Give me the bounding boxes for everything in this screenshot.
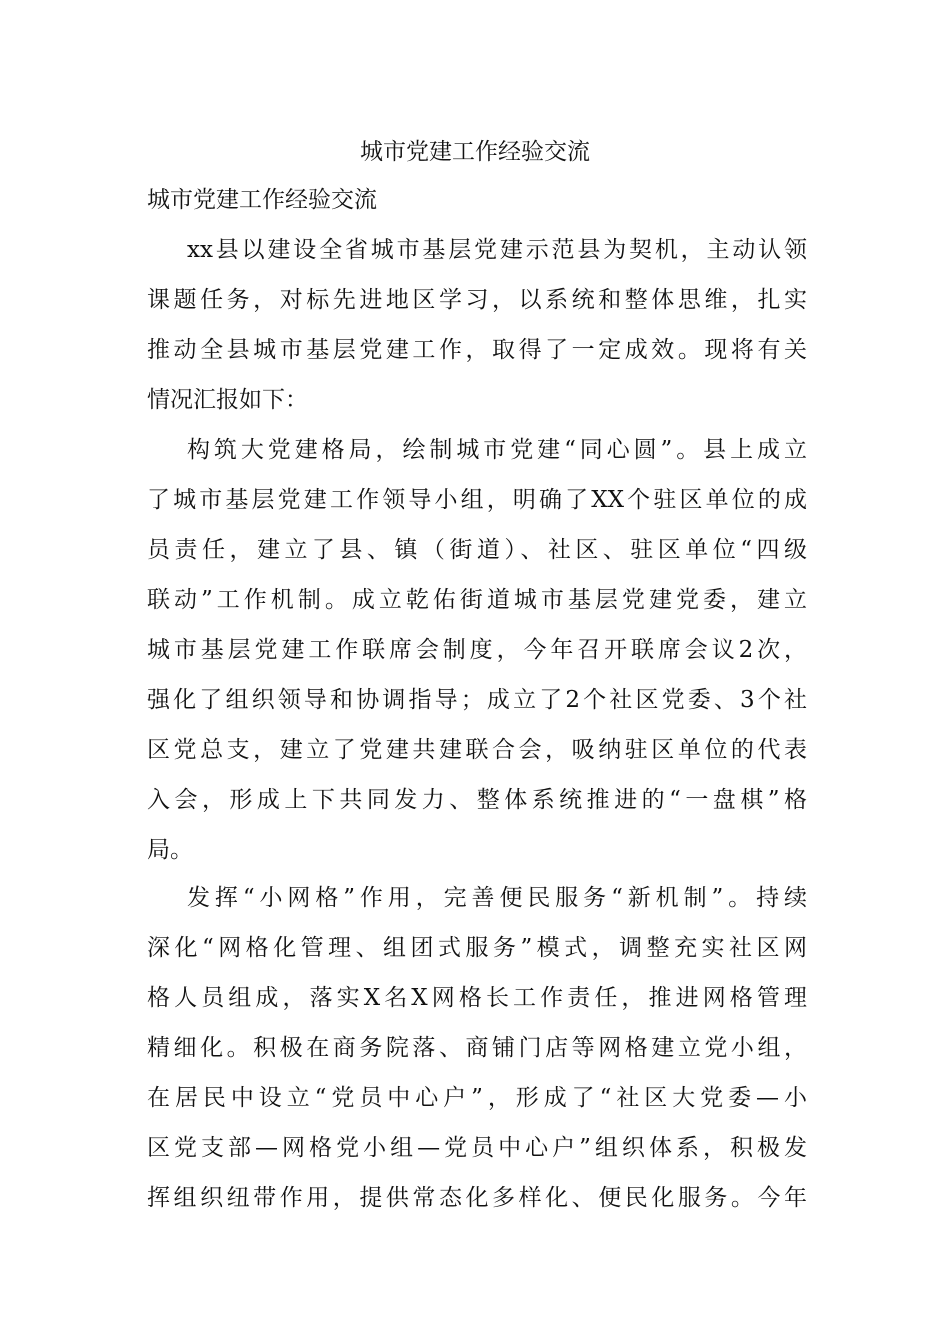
paragraph-2-line-6: 强化了组织领导和协调指导；成立了2个社区党委、3个社: [147, 687, 807, 713]
paragraph-2-line-3: 员责任，建立了县、镇（街道）、社区、驻区单位“四级: [147, 537, 807, 563]
paragraph-1-line-3: 推动全县城市基层党建工作，取得了一定成效。现将有关: [147, 337, 807, 363]
paragraph-2-line-7: 区党总支，建立了党建共建联合会，吸纳驻区单位的代表: [147, 737, 807, 763]
paragraph-2-line-8: 入会，形成上下共同发力、整体系统推进的“一盘棋”格: [147, 787, 807, 813]
paragraph-1-line-1: xx县以建设全省城市基层党建示范县为契机，主动认领: [187, 237, 807, 263]
paragraph-3-line-2: 深化“网格化管理、组团式服务”模式，调整充实社区网: [147, 935, 807, 961]
paragraph-3-line-4: 精细化。积极在商务院落、商铺门店等网格建立党小组，: [147, 1035, 807, 1061]
paragraph-3-line-6: 区党支部—网格党小组—党员中心户”组织体系，积极发: [147, 1135, 807, 1161]
paragraph-2-line-9: 局。: [147, 837, 193, 863]
paragraph-2-line-5: 城市基层党建工作联席会制度，今年召开联席会议2次，: [147, 637, 807, 663]
paragraph-2-line-4: 联动”工作机制。成立乾佑街道城市基层党建党委，建立: [147, 587, 807, 613]
document-subtitle: 城市党建工作经验交流: [147, 187, 377, 213]
paragraph-2-line-1: 构筑大党建格局，绘制城市党建“同心圆”。县上成立: [187, 437, 807, 463]
paragraph-3-line-5: 在居民中设立“党员中心户”，形成了“社区大党委—小: [147, 1085, 807, 1111]
paragraph-1-line-2: 课题任务，对标先进地区学习，以系统和整体思维，扎实: [147, 287, 807, 313]
paragraph-2-line-2: 了城市基层党建工作领导小组，明确了XX个驻区单位的成: [147, 487, 807, 513]
paragraph-1-line-4: 情况汇报如下：: [147, 387, 308, 413]
paragraph-3-line-7: 挥组织纽带作用，提供常态化多样化、便民化服务。今年: [147, 1185, 807, 1211]
document-title: 城市党建工作经验交流: [360, 139, 590, 165]
paragraph-3-line-1: 发挥“小网格”作用，完善便民服务“新机制”。持续: [187, 885, 807, 911]
paragraph-3-line-3: 格人员组成，落实X名X网格长工作责任，推进网格管理: [147, 985, 807, 1011]
